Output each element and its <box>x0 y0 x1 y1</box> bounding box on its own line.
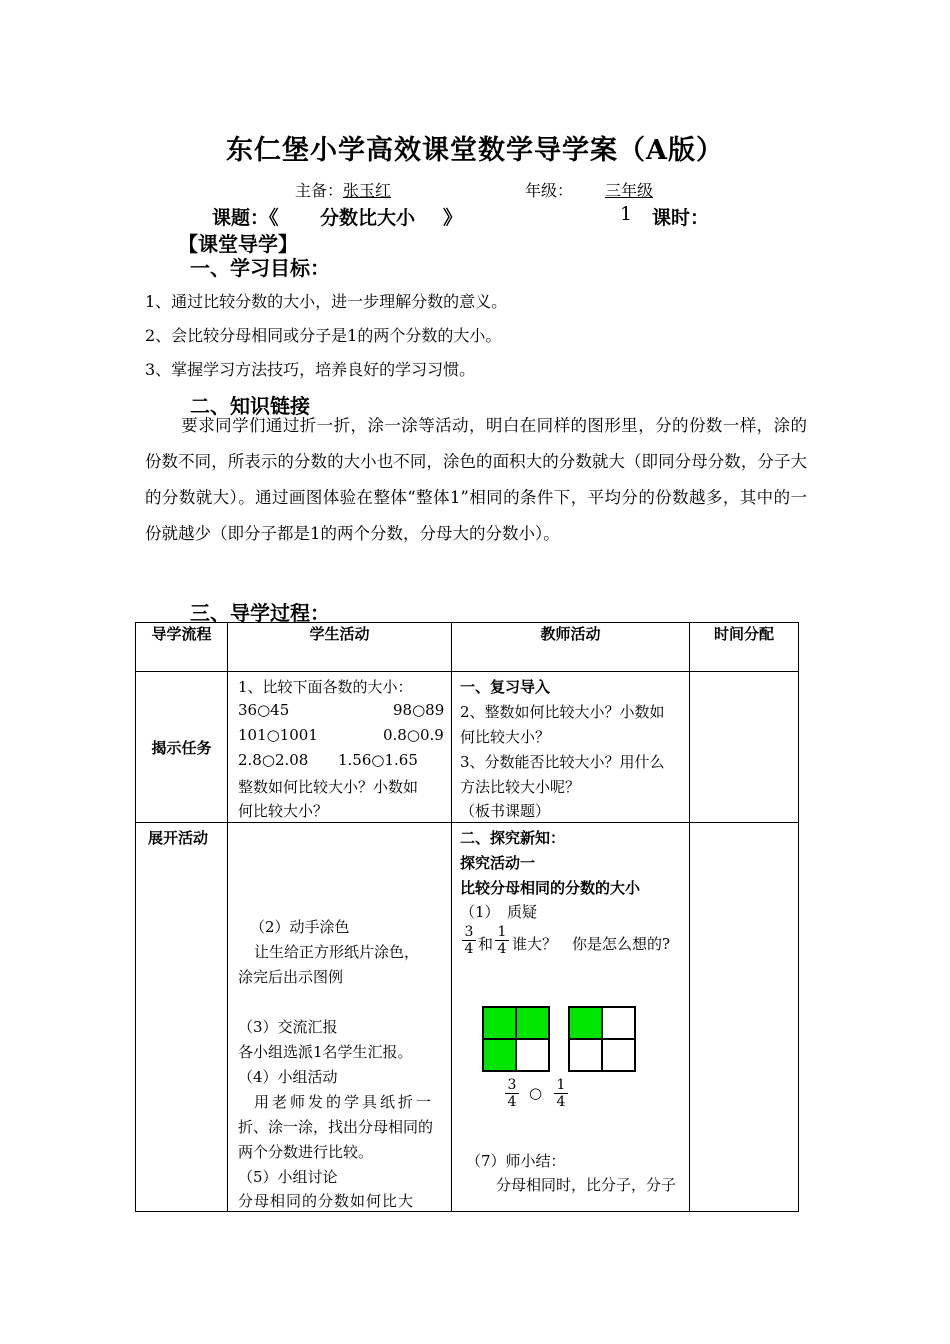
stage-reveal: 揭示任务 <box>151 738 212 757</box>
student-line: （3）交流汇报 <box>238 1018 338 1036</box>
topic-name: 分数比大小 <box>320 207 416 229</box>
student-line: 让生给正方形纸片涂色， <box>254 943 420 961</box>
compare-item: 98○89 <box>393 701 445 719</box>
goal-item: 3、掌握学习方法技巧，培养良好的学习习惯。 <box>145 360 476 379</box>
knowledge-paragraph: 要求同学们通过折一折，涂一涂等活动，明白在同样的图形里，分的份数一样，涂的份数不同，所表示的分数的大小也不同，涂色的面积大的分数就大（即同分母分数，分子大的分数就大）。通过画图体验在整体“整体1”相同的条件下，平均分的份数越多，其中的一份就越少（即分子都是1的两个分数，分母大的分数小）。 <box>145 416 807 543</box>
goal-item: 1、通过比较分数的大小，进一步理解分数的意义。 <box>145 292 508 311</box>
student-line: 折、涂一涂，找出分母相同的 <box>238 1118 434 1136</box>
shaded-part <box>569 1007 602 1039</box>
teacher-line: 方法比较大小呢？ <box>460 778 581 796</box>
teacher-line: 何比较大小？ <box>460 728 551 746</box>
and-text: 和 <box>478 935 494 953</box>
header-stage: 导学流程 <box>136 623 228 672</box>
header-teacher: 教师活动 <box>452 623 690 672</box>
student-line: 各小组选派1名学生汇报。 <box>238 1043 413 1061</box>
time-cell <box>690 823 799 1212</box>
student-cell <box>228 672 452 823</box>
period-label: 课时： <box>652 207 710 229</box>
section-goals-heading: 一、学习目标： <box>190 256 330 280</box>
compare-item: 2.8○2.08 <box>238 751 309 769</box>
grade-value: 三年级 <box>604 181 653 200</box>
stage-expand: 展开活动 <box>148 829 209 847</box>
section-classroom: 【课堂导学】 <box>178 232 298 256</box>
section-process-heading: 三、导学过程： <box>190 601 330 625</box>
teacher-line: 2、整数如何比较大小？小数如 <box>460 703 665 721</box>
unshaded-part <box>569 1039 602 1071</box>
unshaded-part <box>516 1039 549 1071</box>
teacher-line: （7）师小结： <box>466 1152 566 1170</box>
time-cell <box>690 672 799 823</box>
question-text: 谁大？ 你是怎么想的? <box>512 935 671 953</box>
teacher-line: 分母相同时，比分子，分子 <box>496 1176 677 1194</box>
author-name: 张玉红 <box>343 181 392 200</box>
teacher-line: （板书课题） <box>460 802 551 820</box>
student-line: （2）动手涂色 <box>250 918 350 936</box>
teacher-line: （1） 质疑 <box>460 903 538 921</box>
teacher-cell <box>452 823 690 1212</box>
header-time: 时间分配 <box>690 623 799 672</box>
student-line: 何比较大小？ <box>238 802 329 820</box>
activity-heading: 探究活动一 <box>460 854 536 872</box>
topic-close: 》 <box>443 207 463 229</box>
fraction-one-quarter: 1 4 <box>554 1077 568 1110</box>
student-line: （4）小组活动 <box>238 1068 338 1086</box>
unshaded-part <box>602 1039 635 1071</box>
author-label: 主备： <box>295 181 344 200</box>
compare-item: 0.8○0.9 <box>383 726 444 744</box>
section-knowledge-heading: 二、知识链接 <box>190 394 310 418</box>
teacher-heading: 二、探究新知： <box>460 829 566 847</box>
stage-cell <box>136 672 228 823</box>
compare-item: 36○45 <box>238 701 290 719</box>
student-line: 涂完后出示图例 <box>238 968 344 986</box>
teacher-cell <box>452 672 690 823</box>
student-line: （5）小组讨论 <box>238 1168 338 1186</box>
shaded-part <box>483 1007 516 1039</box>
shaded-part <box>483 1039 516 1071</box>
compare-item: 101○1001 <box>238 726 318 744</box>
stage-cell <box>136 823 228 1212</box>
process-table <box>135 622 799 1212</box>
topic-label: 课题：《 <box>212 207 279 229</box>
square-one-quarter <box>568 1006 636 1072</box>
header-student: 学生活动 <box>228 623 452 672</box>
shaded-part <box>516 1007 549 1039</box>
teacher-heading: 一、复习导入 <box>460 678 551 696</box>
compare-circle: ○ <box>529 1084 543 1102</box>
period-number: 1 <box>620 203 633 225</box>
fraction-three-quarters: 3 4 <box>462 924 476 957</box>
square-three-quarters <box>482 1006 550 1072</box>
compare-item: 1.56○1.65 <box>338 751 418 769</box>
document-title: 东仁堡小学高效课堂数学导学案（A版） <box>226 135 724 166</box>
fraction-three-quarters: 3 4 <box>505 1077 519 1110</box>
unshaded-part <box>602 1007 635 1039</box>
student-line: 1、比较下面各数的大小： <box>238 678 413 696</box>
fraction-one-quarter: 1 4 <box>495 924 509 957</box>
grade-label: 年级： <box>525 181 574 200</box>
student-line: 用老师发的学具纸折一 <box>254 1093 435 1111</box>
student-line: 整数如何比较大小？小数如 <box>238 778 419 796</box>
goal-item: 2、会比较分母相同或分子是1的两个分数的大小。 <box>145 326 502 345</box>
activity-subheading: 比较分母相同的分数的大小 <box>460 879 641 897</box>
student-line: 两个分数进行比较。 <box>238 1143 374 1161</box>
student-line: 分母相同的分数如何比大 <box>238 1192 415 1210</box>
student-cell <box>228 823 452 1212</box>
teacher-line: 3、分数能否比较大小？用什么 <box>460 753 665 771</box>
